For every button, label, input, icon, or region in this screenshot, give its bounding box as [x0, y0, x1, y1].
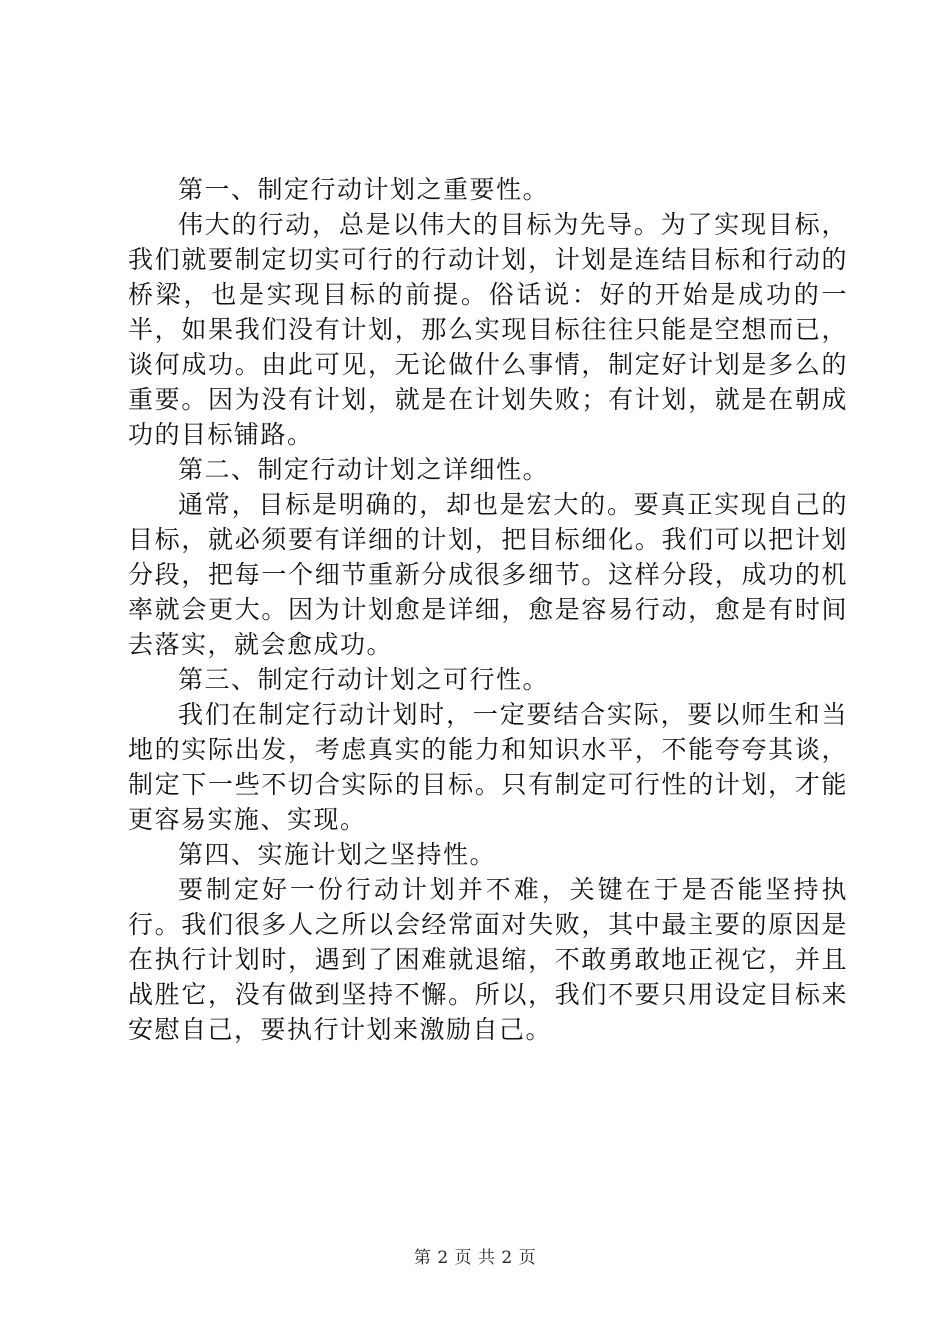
section-heading-1: 第一、制定行动计划之重要性。 — [178, 175, 550, 204]
section-paragraph-2: 通常，目标是明确的，却也是宏大的。要真正实现自己的目标，就必须要有详细的计划，把目标细化。我们可以把计划分段，把每一个细节重新分成很多细节。这样分段，成功的机率就会更大。因为计划愈是详细，愈是容易行动，愈是有时间去落实，就会愈成功。 — [128, 490, 848, 659]
section-heading-4: 第四、实施计划之坚持性。 — [178, 840, 497, 869]
section-paragraph-4: 要制定好一份行动计划并不难，关键在于是否能坚持执行。我们很多人之所以会经常面对失败，其中最主要的原因是在执行计划时，遇到了困难就退缩，不敢勇敢地正视它，并且战胜它，没有做到坚持不懈。所以，我们不要只用设定目标来安慰自己，要执行计划来激励自己。 — [128, 875, 848, 1044]
section-heading-2: 第二、制定行动计划之详细性。 — [178, 455, 550, 484]
section-paragraph-3: 我们在制定行动计划时，一定要结合实际，要以师生和当地的实际出发，考虑真实的能力和知识水平，不能夸夸其谈，制定下一些不切合实际的目标。只有制定可行性的计划，才能更容易实施、实现。 — [128, 700, 848, 834]
document-body — [128, 172, 848, 1047]
section-paragraph-1: 伟大的行动，总是以伟大的目标为先导。为了实现目标，我们就要制定切实可行的行动计划，计划是连结目标和行动的桥梁，也是实现目标的前提。俗话说：好的开始是成功的一半，如果我们没有计划，那么实现目标往往只能是空想而已，谈何成功。由此可见，无论做什么事情，制定好计划是多么的重要。因为没有计划，就是在计划失败；有计划，就是在朝成功的目标铺路。 — [128, 210, 848, 449]
section-heading-3: 第三、制定行动计划之可行性。 — [178, 665, 550, 694]
page-number-footer: 第 2 页 共 2 页 — [413, 1248, 537, 1268]
